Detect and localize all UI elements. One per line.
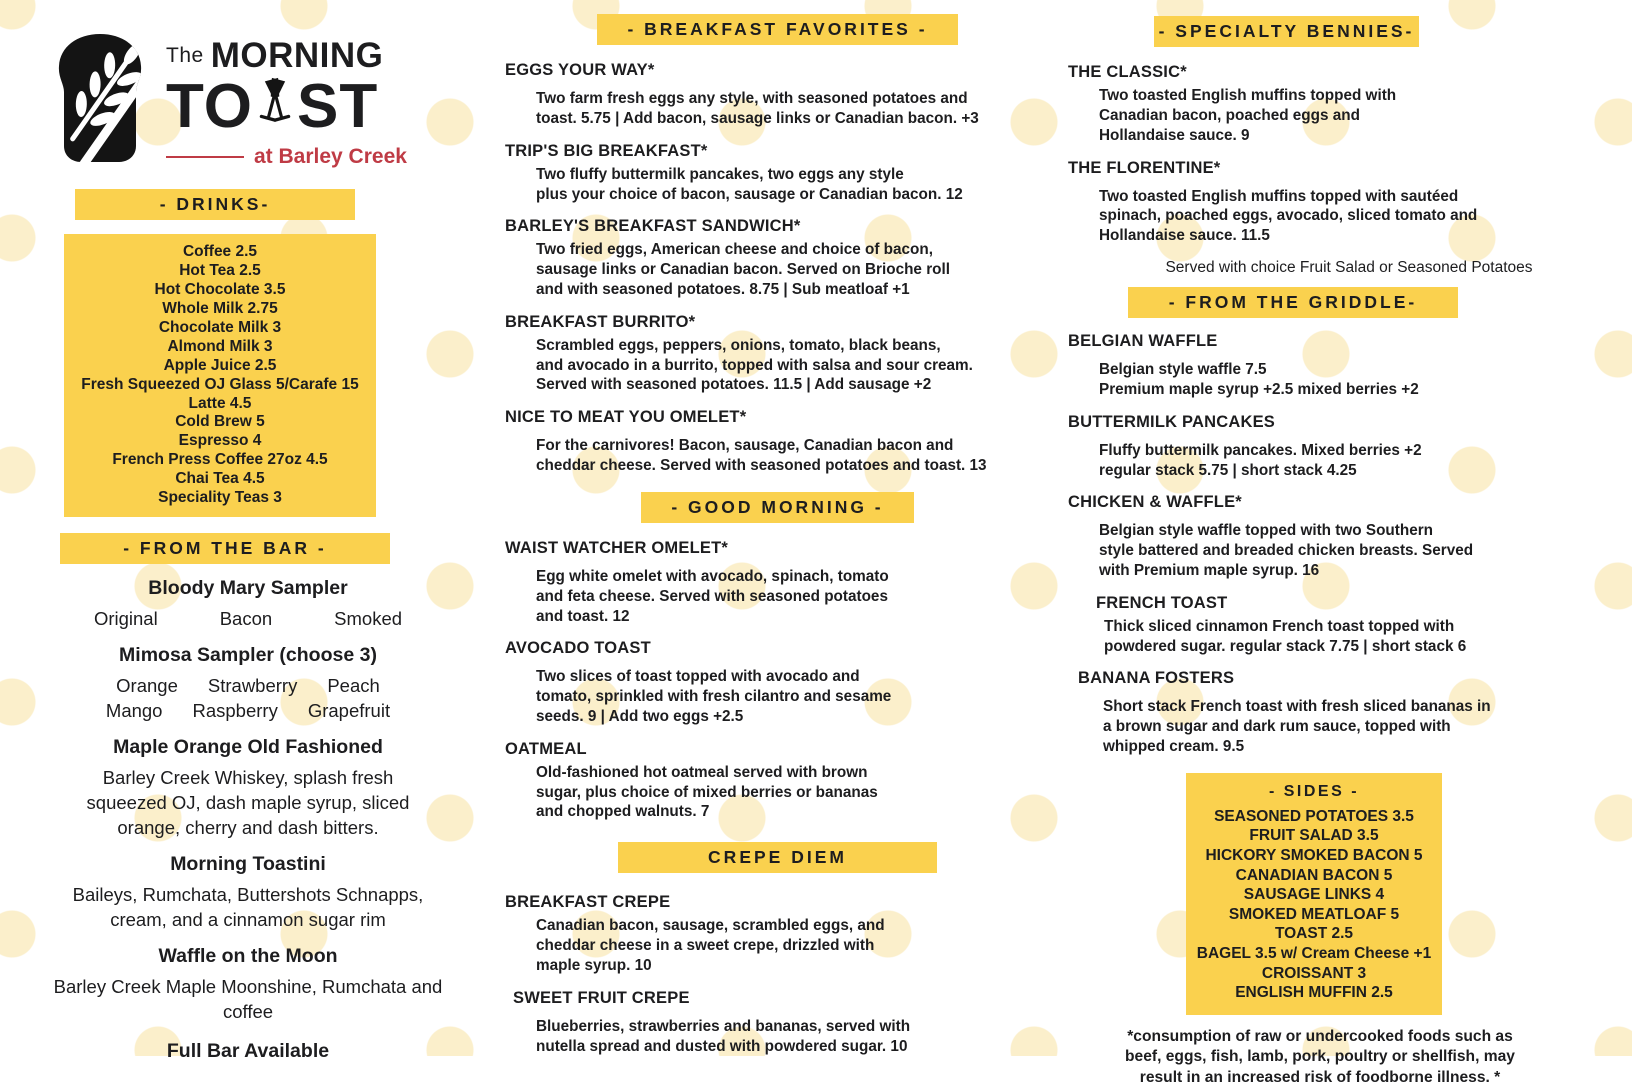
menu-item-name: BELGIAN WAFFLE bbox=[1068, 332, 1218, 351]
section-header-breakfast-favorites: - BREAKFAST FAVORITES - bbox=[597, 14, 957, 45]
menu-item-desc-line: and with seasoned potatoes. 8.75 | Sub meatloaf +1 bbox=[536, 281, 910, 299]
menu-item-desc-line: Hollandaise sauce. 11.5 bbox=[1099, 227, 1270, 245]
logo-the: The bbox=[166, 44, 204, 67]
bloody-mary-flavors bbox=[30, 606, 466, 631]
side-item: ENGLISH MUFFIN 2.5 bbox=[1235, 984, 1393, 1002]
menu-item-desc-line: cheddar cheese. Served with seasoned potatoes and toast. 13 bbox=[536, 457, 987, 475]
menu-item-desc-line: cheddar cheese in a sweet crepe, drizzled with bbox=[536, 937, 875, 955]
menu-item-desc-line: Hollandaise sauce. 9 bbox=[1099, 126, 1250, 144]
menu-item-desc bbox=[1099, 521, 1630, 580]
logo-toast-left: TO bbox=[166, 71, 253, 141]
drink-item: Apple Juice 2.5 bbox=[163, 356, 277, 374]
menu-item-desc bbox=[1104, 617, 1630, 657]
menu-item bbox=[505, 61, 1050, 129]
menu-item bbox=[1078, 669, 1630, 756]
menu-item-desc-line: tomato, sprinkled with fresh cilantro and sesame bbox=[536, 688, 892, 706]
flavor-item: Original bbox=[93, 608, 158, 630]
menu-item-desc bbox=[1099, 441, 1630, 481]
menu-item-desc bbox=[1099, 360, 1630, 400]
menu-item bbox=[505, 313, 1050, 395]
flavor-item: Bacon bbox=[219, 608, 273, 630]
menu-item-desc bbox=[536, 240, 1050, 299]
menu-item-desc-line: Thick sliced cinnamon French toast topped with bbox=[1104, 617, 1455, 635]
bar-item-desc-line: Barley Creek Maple Moonshine, Rumchata and bbox=[53, 976, 443, 998]
logo-morning: MORNING bbox=[210, 36, 384, 75]
menu-item-desc bbox=[1103, 697, 1630, 756]
menu-item-name: AVOCADO TOAST bbox=[505, 639, 651, 658]
drink-item: Speciality Teas 3 bbox=[158, 489, 282, 507]
menu-item-desc bbox=[536, 336, 1050, 395]
column-middle bbox=[505, 14, 1050, 1069]
logo bbox=[50, 30, 486, 169]
flavor-item: Raspberry bbox=[192, 700, 278, 722]
menu-item-desc bbox=[536, 763, 1050, 822]
disclaimer-line: beef, eggs, fish, lamb, pork, poultry or shellfish, may bbox=[1125, 1048, 1515, 1066]
menu-item-desc-line: Premium maple syrup +2.5 mixed berries +2 bbox=[1099, 381, 1419, 399]
flavor-item: Orange bbox=[116, 675, 178, 697]
menu-item-desc-line: Two farm fresh eggs any style, with seasoned potatoes and bbox=[536, 90, 968, 108]
bar-item-desc-line: coffee bbox=[222, 1001, 274, 1023]
bar-item-desc-line: orange, cherry and dash bitters. bbox=[117, 817, 379, 839]
sides-box bbox=[1186, 773, 1442, 1015]
menu-item-desc-line: with Premium maple syrup. 16 bbox=[1099, 562, 1320, 580]
menu-item-name: BREAKFAST BURRITO* bbox=[505, 312, 696, 331]
drink-item: Latte 4.5 bbox=[188, 394, 252, 412]
menu-item-desc bbox=[536, 1017, 1050, 1057]
side-item: FRUIT SALAD 3.5 bbox=[1249, 827, 1379, 845]
bar-item-desc-line: Baileys, Rumchata, Buttershots Schnapps, bbox=[72, 884, 424, 906]
drink-item: Almond Milk 3 bbox=[167, 337, 273, 355]
menu-item-desc bbox=[1099, 187, 1630, 246]
side-item: CROISSANT 3 bbox=[1261, 964, 1367, 982]
served-with-note: Served with choice Fruit Salad or Seasoned Potatoes bbox=[1165, 259, 1533, 277]
menu-item-desc-line: toast. 5.75 | Add bacon, sausage links or Canadian bacon. +3 bbox=[536, 110, 979, 128]
logo-tagline: at Barley Creek bbox=[254, 145, 407, 168]
drink-item: Fresh Squeezed OJ Glass 5/Carafe 15 bbox=[81, 375, 359, 393]
menu-item-desc bbox=[536, 89, 1050, 129]
menu-item-name: WAIST WATCHER OMELET* bbox=[505, 539, 728, 558]
menu-item-desc bbox=[536, 165, 1050, 205]
menu-item-desc-line: regular stack 5.75 | short stack 4.25 bbox=[1099, 461, 1357, 479]
menu-item-name: EGGS YOUR WAY* bbox=[505, 61, 655, 80]
menu-item-desc-line: Belgian style waffle topped with two Southern bbox=[1099, 522, 1433, 540]
menu-item bbox=[1096, 594, 1630, 657]
menu-item-desc bbox=[536, 916, 1050, 975]
bar-item-name: Mimosa Sampler (choose 3) bbox=[119, 644, 377, 667]
menu-item bbox=[505, 893, 1050, 975]
drink-item: Chocolate Milk 3 bbox=[158, 318, 282, 336]
menu-item-desc-line: powdered sugar. regular stack 7.75 | short stack 6 bbox=[1104, 637, 1467, 655]
menu-item-name: FRENCH TOAST bbox=[1096, 593, 1228, 612]
menu-item-desc-line: Scrambled eggs, peppers, onions, tomato, black beans, bbox=[536, 336, 941, 354]
side-item: TOAST 2.5 bbox=[1274, 925, 1354, 943]
menu-item-desc-line: Served with seasoned potatoes. 11.5 | Add sausage +2 bbox=[536, 376, 932, 394]
menu-item-name: BUTTERMILK PANCAKES bbox=[1068, 412, 1275, 431]
section-header-crepe-diem: CREPE DIEM bbox=[618, 842, 937, 873]
menu-item-desc-line: a brown sugar and dark rum sauce, topped with bbox=[1103, 718, 1451, 736]
drink-item: Hot Tea 2.5 bbox=[179, 262, 261, 280]
drink-item: Whole Milk 2.75 bbox=[162, 299, 278, 317]
champagne-glasses-icon bbox=[254, 74, 296, 139]
menu-item-desc-line: For the carnivores! Bacon, sausage, Canadian bacon and bbox=[536, 437, 954, 455]
menu-item-desc bbox=[1099, 86, 1630, 145]
menu-item bbox=[505, 217, 1050, 299]
menu-item-desc-line: Blueberries, strawberries and bananas, served with bbox=[536, 1017, 911, 1035]
menu-item-desc-line: whipped cream. 9.5 bbox=[1103, 738, 1245, 756]
section-header-good-morning: - GOOD MORNING - bbox=[641, 492, 913, 523]
flavor-item: Mango bbox=[105, 700, 163, 722]
section-header-drinks: - DRINKS- bbox=[75, 189, 355, 220]
logo-toast bbox=[166, 71, 407, 141]
flavor-item: Peach bbox=[327, 675, 380, 697]
logo-rule bbox=[166, 156, 244, 159]
bar-item-name: Bloody Mary Sampler bbox=[148, 577, 348, 600]
menu-item bbox=[505, 740, 1050, 822]
menu-item-desc-line: and chopped walnuts. 7 bbox=[536, 803, 710, 821]
menu-item-name: BARLEY'S BREAKFAST SANDWICH* bbox=[505, 217, 801, 236]
menu-item-desc-line: Canadian bacon, poached eggs and bbox=[1099, 107, 1360, 125]
menu-item-desc-line: Egg white omelet with avocado, spinach, tomato bbox=[536, 568, 889, 586]
side-item: BAGEL 3.5 w/ Cream Cheese +1 bbox=[1196, 945, 1432, 962]
side-item: HICKORY SMOKED BACON 5 bbox=[1205, 847, 1423, 865]
menu-item-desc-line: Two fluffy buttermilk pancakes, two eggs any style bbox=[536, 165, 904, 183]
logo-toast-right: ST bbox=[296, 71, 379, 141]
full-bar-available: Full Bar Available bbox=[166, 1040, 330, 1063]
menu-item bbox=[1068, 332, 1630, 400]
side-item: SMOKED MEATLOAF 5 bbox=[1228, 905, 1400, 923]
menu-item-desc bbox=[536, 567, 1050, 626]
menu-item-desc-line: Fluffy buttermilk pancakes. Mixed berries +2 bbox=[1099, 441, 1422, 459]
menu-item-desc-line: and avocado in a burrito, topped with salsa and sour cream. bbox=[536, 356, 973, 374]
column-left bbox=[30, 30, 486, 1063]
menu-item-name: BREAKFAST CREPE bbox=[505, 893, 671, 912]
drink-item: Hot Chocolate 3.5 bbox=[154, 281, 286, 299]
menu-item bbox=[505, 639, 1050, 726]
menu-item-desc-line: and toast. 12 bbox=[536, 607, 630, 625]
menu-item bbox=[505, 539, 1050, 626]
menu-item-desc-line: Canadian bacon, sausage, scrambled eggs, and bbox=[536, 917, 885, 935]
menu-item-desc-line: Short stack French toast with fresh sliced bananas in bbox=[1103, 698, 1491, 716]
disclaimer bbox=[1110, 1027, 1530, 1088]
menu-item-desc-line: style battered and breaded chicken breasts. Served bbox=[1099, 542, 1474, 560]
flavor-item: Strawberry bbox=[207, 675, 298, 697]
section-header-specialty-bennies: - SPECIALTY BENNIES- bbox=[1154, 16, 1419, 47]
bar-menu bbox=[30, 577, 466, 1063]
bar-item-desc-line: Barley Creek Whiskey, splash fresh bbox=[102, 767, 394, 789]
side-item: SAUSAGE LINKS 4 bbox=[1243, 886, 1385, 904]
menu-item bbox=[513, 989, 1050, 1057]
drink-item: Chai Tea 4.5 bbox=[175, 470, 265, 488]
section-header-sides: - SIDES - bbox=[1268, 782, 1360, 800]
menu-item-name: CHICKEN & WAFFLE* bbox=[1068, 493, 1242, 512]
bread-wheat-logo-icon bbox=[50, 30, 150, 169]
flavor-item: Grapefruit bbox=[307, 700, 391, 722]
drink-item: Cold Brew 5 bbox=[175, 413, 265, 431]
side-item: CANADIAN BACON 5 bbox=[1235, 866, 1393, 884]
logo-text bbox=[166, 30, 407, 169]
drink-item: French Press Coffee 27oz 4.5 bbox=[112, 451, 328, 469]
bar-item-name: Waffle on the Moon bbox=[158, 945, 338, 968]
menu-item bbox=[1068, 159, 1630, 246]
menu-item-desc-line: sugar, plus choice of mixed berries or bananas bbox=[536, 783, 878, 801]
drink-item: Coffee 2.5 bbox=[182, 243, 258, 261]
section-header-from-the-griddle: - FROM THE GRIDDLE- bbox=[1128, 287, 1458, 318]
menu-item-desc-line: Old-fashioned hot oatmeal served with brown bbox=[536, 763, 868, 781]
menu-item-desc-line: seeds. 9 | Add two eggs +2.5 bbox=[536, 708, 744, 726]
flavor-item: Smoked bbox=[334, 608, 403, 630]
menu-item-name: SWEET FRUIT CREPE bbox=[513, 988, 690, 1007]
mimosa-flavors-row1 bbox=[30, 673, 466, 698]
menu-item-name: BANANA FOSTERS bbox=[1078, 669, 1235, 688]
menu-item-desc-line: Two fried eggs, American cheese and choice of bacon, bbox=[536, 241, 933, 259]
menu-item-desc bbox=[536, 436, 1050, 476]
disclaimer-line: *consumption of raw or undercooked foods such as bbox=[1127, 1027, 1513, 1045]
menu-item-name: THE CLASSIC* bbox=[1068, 63, 1187, 82]
menu-item bbox=[1068, 493, 1630, 580]
menu-item-name: TRIP'S BIG BREAKFAST* bbox=[505, 141, 708, 160]
column-right bbox=[1068, 16, 1630, 1088]
side-item: SEASONED POTATOES 3.5 bbox=[1214, 807, 1414, 825]
menu-item-desc-line: nutella spread and dusted with powdered sugar. 10 bbox=[536, 1037, 908, 1055]
menu-item-desc-line: Belgian style waffle 7.5 bbox=[1099, 361, 1267, 379]
menu-item-name: OATMEAL bbox=[505, 739, 587, 758]
bar-item-desc-line: cream, and a cinnamon sugar rim bbox=[110, 909, 386, 931]
menu-item-desc-line: plus your choice of bacon, sausage or Canadian bacon. 12 bbox=[536, 185, 963, 203]
menu-item-desc-line: spinach, poached eggs, avocado, sliced tomato and bbox=[1099, 207, 1478, 225]
menu-item-desc-line: Two slices of toast topped with avocado and bbox=[536, 668, 860, 686]
menu-item-desc-line: Two toasted English muffins topped with bbox=[1099, 87, 1397, 105]
menu-item bbox=[505, 408, 1050, 476]
menu-item bbox=[1068, 413, 1630, 481]
menu-item-desc-line: sausage links or Canadian bacon. Served on Brioche roll bbox=[536, 261, 950, 279]
menu-item-desc-line: Two toasted English muffins topped with sautéed bbox=[1099, 187, 1459, 205]
disclaimer-line: result in an increased risk of foodborne illness. * bbox=[1139, 1068, 1501, 1086]
drink-item: Espresso 4 bbox=[178, 432, 262, 450]
menu-item-desc bbox=[536, 667, 1050, 726]
bar-item-name: Maple Orange Old Fashioned bbox=[113, 736, 383, 759]
menu-item-name: NICE TO MEAT YOU OMELET* bbox=[505, 408, 747, 427]
mimosa-flavors-row2 bbox=[30, 698, 466, 723]
bar-item-desc-line: squeezed OJ, dash maple syrup, sliced bbox=[86, 792, 410, 814]
menu-item-name: THE FLORENTINE* bbox=[1068, 158, 1221, 177]
menu-item bbox=[505, 142, 1050, 205]
menu-item-desc-line: and feta cheese. Served with seasoned potatoes bbox=[536, 587, 888, 605]
bar-item-name: Morning Toastini bbox=[170, 853, 326, 876]
menu-item-desc-line: maple syrup. 10 bbox=[536, 957, 652, 975]
menu-item bbox=[1068, 63, 1630, 145]
section-header-from-the-bar: - FROM THE BAR - bbox=[60, 533, 390, 564]
drinks-list bbox=[64, 234, 376, 517]
